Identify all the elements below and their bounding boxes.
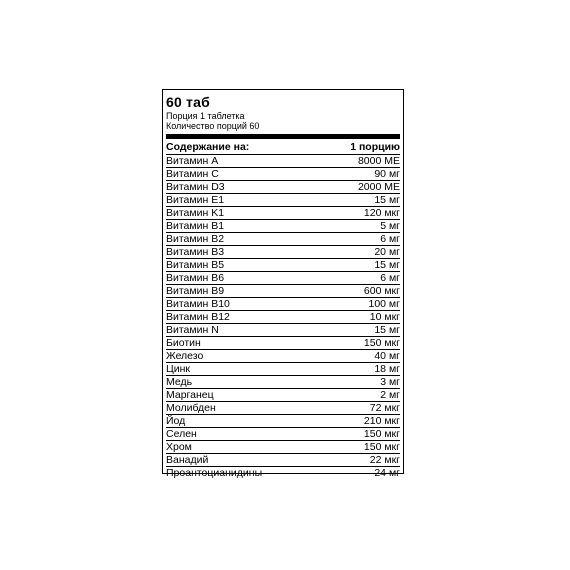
nutrient-name: Витамин C [166, 168, 219, 180]
nutrient-amount: 6 мг [380, 272, 400, 284]
nutrient-name: Витамин B3 [166, 246, 225, 258]
nutrient-name: Витамин N [166, 324, 219, 336]
nutrient-name: Витамин A [166, 155, 219, 167]
table-row [166, 350, 400, 363]
nutrient-amount: 2000 МЕ [357, 181, 400, 193]
nutrient-name: Витамин K1 [166, 207, 225, 219]
nutrient-name: Витамин B5 [166, 259, 225, 271]
nutrient-amount: 15 мг [374, 324, 400, 336]
table-row [166, 454, 400, 467]
table-row [166, 402, 400, 415]
header-serving-label: 1 порцию [350, 141, 400, 153]
nutrient-name: Витамин B2 [166, 233, 225, 245]
nutrient-name: Медь [166, 376, 193, 388]
nutrient-list [166, 155, 400, 479]
nutrient-amount: 90 мг [374, 168, 400, 180]
nutrient-name: Витамин B6 [166, 272, 225, 284]
nutrient-amount: 150 мкг [363, 428, 400, 440]
nutrient-name: Марганец [166, 389, 214, 401]
table-row [166, 220, 400, 233]
nutrient-amount: 20 мг [374, 246, 400, 258]
nutrient-name: Ванадий [166, 454, 209, 466]
nutrient-name: Проантоцианидины [166, 467, 263, 479]
table-row [166, 363, 400, 376]
table-row [166, 168, 400, 181]
nutrient-name: Цинк [166, 363, 191, 375]
nutrient-name: Витамин E1 [166, 194, 225, 206]
table-row [166, 155, 400, 168]
product-title: 60 таб [166, 94, 210, 110]
table-row [166, 441, 400, 454]
nutrient-amount: 40 мг [374, 350, 400, 362]
nutrient-name: Витамин B9 [166, 285, 225, 297]
table-row [166, 207, 400, 220]
table-row [166, 233, 400, 246]
table-row [166, 246, 400, 259]
nutrient-name: Витамин B1 [166, 220, 225, 232]
table-row [166, 324, 400, 337]
table-row [166, 311, 400, 324]
supplement-facts-panel [162, 89, 404, 479]
table-header [166, 141, 400, 155]
nutrient-name: Витамин B10 [166, 298, 230, 310]
header-content-label: Содержание на: [166, 141, 250, 153]
nutrient-amount: 6 мг [380, 233, 400, 245]
nutrient-amount: 10 мкг [369, 311, 400, 323]
nutrient-name: Железо [166, 350, 204, 362]
nutrient-amount: 72 мкг [369, 402, 400, 414]
table-row [166, 272, 400, 285]
nutrient-name: Биотин [166, 337, 201, 349]
nutrient-amount: 150 мкг [363, 441, 400, 453]
nutrient-amount: 120 мкг [363, 207, 400, 219]
table-row [166, 376, 400, 389]
table-row [166, 428, 400, 441]
nutrient-amount: 3 мг [380, 376, 400, 388]
nutrient-amount: 210 мкг [363, 415, 400, 427]
nutrient-amount: 22 мкг [369, 454, 400, 466]
table-row [166, 194, 400, 207]
nutrient-amount: 15 мг [374, 194, 400, 206]
nutrient-name: Витамин B12 [166, 311, 230, 323]
nutrient-amount: 24 мг [374, 467, 400, 479]
table-row [166, 181, 400, 194]
nutrient-amount: 8000 МЕ [357, 155, 400, 167]
nutrient-amount: 15 мг [374, 259, 400, 271]
nutrient-name: Селен [166, 428, 197, 440]
table-row [166, 337, 400, 350]
nutrient-amount: 5 мг [380, 220, 400, 232]
nutrient-name: Молибден [166, 402, 216, 414]
nutrient-amount: 600 мкг [363, 285, 400, 297]
table-row [166, 298, 400, 311]
table-row [166, 415, 400, 428]
nutrient-name: Хром [166, 441, 192, 453]
serving-size-line: Порция 1 таблетка [166, 111, 245, 121]
nutrient-amount: 100 мг [368, 298, 400, 310]
table-row [166, 467, 400, 479]
thick-divider [166, 134, 400, 139]
table-row [166, 389, 400, 402]
nutrient-amount: 18 мг [374, 363, 400, 375]
table-row [166, 259, 400, 272]
servings-count-line: Количество порций 60 [166, 121, 260, 131]
nutrient-amount: 150 мкг [363, 337, 400, 349]
nutrient-name: Витамин D3 [166, 181, 225, 193]
nutrient-name: Йод [166, 415, 186, 427]
nutrient-amount: 2 мг [380, 389, 400, 401]
table-row [166, 285, 400, 298]
